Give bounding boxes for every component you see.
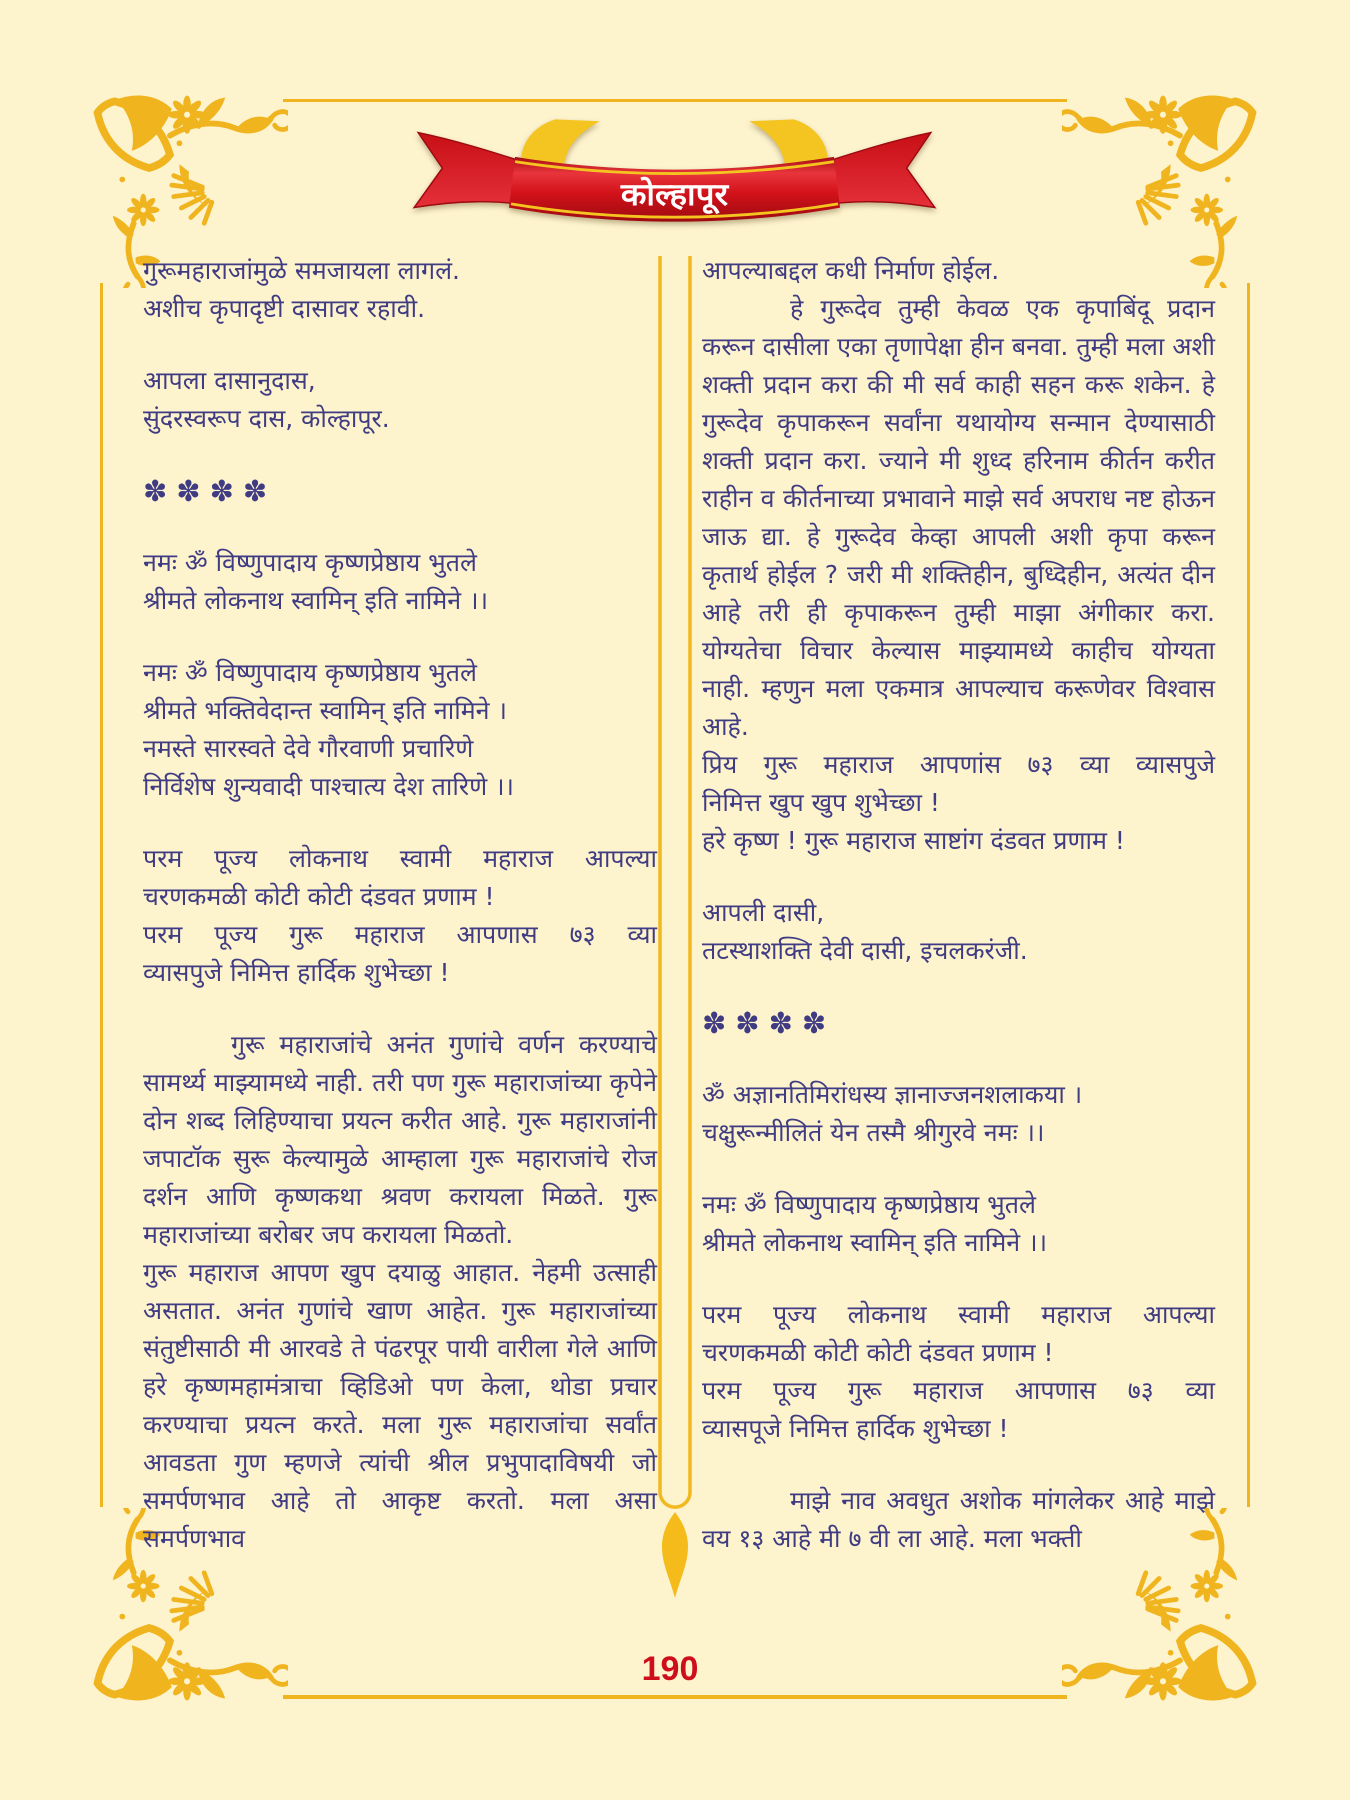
paragraph <box>702 746 1215 860</box>
paragraph <box>702 1076 1215 1152</box>
right-column <box>702 252 1215 1592</box>
section-separator: ✽✽✽✽ <box>143 474 277 508</box>
paragraph: हे गुरूदेव तुम्ही केवळ एक कृपाबिंदू प्रदान करून दासीला एका तृणापेक्षा हीन बनवा. तुम्ही मला अशी शक्ती प्रदान करा की मी सर्व काही सहन करू शकेन. हे गुरूदेव कृपाकरून सर्वांना यथायोग्य सन्मान देण्यासाठी शक्ती प्रदान करा. ज्याने मी शुध्द हरिनाम कीर्तन करीत राहीन व कीर्तनाच्या प्रभावाने माझे सर्व अपराध नष्ट होऊन जाऊ द्या. हे गुरूदेव केव्हा आपली अशी कृपा करून कृतार्थ होईल ? जरी मी शक्तिहीन, बुध्दिहीन, अत्यंत दीन आहे तरी ही कृपाकरून तुम्ही माझा अंगीकार करा. योग्यतेचा विचार केल्यास माझ्यामध्ये काहीच योग्यता नाही. म्हणुन मला एकमात्र आपल्याच करूणेवर विश्वास आहे. <box>702 294 1215 741</box>
text-line: नमः ॐ विष्णुपादाय कृष्णप्रेष्ठाय भुतले <box>702 1190 1036 1219</box>
frame-border-right <box>1247 283 1250 1507</box>
text-line: व्यासपूजे निमित्त हार्दिक शुभेच्छा ! <box>702 1414 1009 1443</box>
frame-border-left <box>100 283 103 1507</box>
paragraph <box>143 654 657 806</box>
section-separator: ✽✽✽✽ <box>702 1006 836 1040</box>
text-line: चरणकमळी कोटी कोटी दंडवत प्रणाम ! <box>143 882 495 911</box>
paragraph <box>143 840 657 992</box>
divider-teardrop <box>662 1512 688 1598</box>
text-line: परम पूज्य लोकनाथ स्वामी महाराज आपल्या <box>702 1300 1215 1329</box>
paragraph <box>143 362 657 438</box>
frame-border-top <box>283 99 1067 102</box>
page-number: 190 <box>641 1650 699 1688</box>
paragraph: माझे नाव अवधुत अशोक मांगलेकर आहे माझे वय १३ आहे मी ७ वी ला आहे. मला भक्ती <box>702 1486 1215 1553</box>
text-line: चक्षुरून्मीलितं येन तस्मै श्रीगुरवे नमः ।। <box>702 1118 1045 1147</box>
title-ribbon <box>402 110 947 232</box>
text-line: परम पूज्य गुरू महाराज आपणास ७३ व्या <box>143 920 657 949</box>
text-line: आपला दासानुदास, <box>143 366 316 395</box>
text-line: चरणकमळी कोटी कोटी दंडवत प्रणाम ! <box>702 1338 1054 1367</box>
text-line: नमस्ते सारस्वते देवे गौरवाणी प्रचारिणे <box>143 734 474 763</box>
text-line: नमः ॐ विष्णुपादाय कृष्णप्रेष्ठाय भुतले <box>143 548 477 577</box>
text-line: आपल्याबद्दल कधी निर्माण होईल. <box>702 256 1000 285</box>
text-line: परम पूज्य गुरू महाराज आपणास ७३ व्या <box>702 1376 1215 1405</box>
text-line: गुरूमहाराजांमुळे समजायला लागलं. <box>143 256 460 285</box>
text-line: परम पूज्य लोकनाथ स्वामी महाराज आपल्या <box>143 844 657 873</box>
text-line: प्रिय गुरू महाराज आपणांस ७३ व्या व्यासपुजे <box>702 750 1215 779</box>
text-line: निमित्त खुप खुप शुभेच्छा ! <box>702 788 940 817</box>
paragraph <box>143 544 657 620</box>
text-line: अशीच कृपादृष्टी दासावर रहावी. <box>143 294 426 323</box>
text-line: श्रीमते लोकनाथ स्वामिन् इति नामिने ।। <box>143 586 489 615</box>
left-column <box>143 252 657 1592</box>
text-line: श्रीमते भक्तिवेदान्त स्वामिन् इति नामिने । <box>143 696 507 725</box>
paragraph <box>702 1186 1215 1262</box>
text-line: आपली दासी, <box>702 898 825 927</box>
column-divider <box>653 256 697 1604</box>
paragraph <box>702 252 1215 290</box>
frame-border-bottom <box>283 1695 1067 1699</box>
text-line: तटस्थाशक्ति देवी दासी, इचलकरंजी. <box>702 936 1028 965</box>
paragraph <box>702 894 1215 970</box>
text-line: नमः ॐ विष्णुपादाय कृष्णप्रेष्ठाय भुतले <box>143 658 477 687</box>
text-line: व्यासपुजे निमित्त हार्दिक शुभेच्छा ! <box>143 958 450 987</box>
paragraph: गुरू महाराज आपण खुप दयाळु आहात. नेहमी उत्साही असतात. अनंत गुणांचे खाण आहेत. गुरू महाराजांच्या संतुष्टीसाठी मी आरवडे ते पंढरपूर पायी वारीला गेले आणि हरे कृष्णमहामंत्राचा व्हिडिओ पण केला, थोडा प्रचार करण्याचा प्रयत्न करते. मला गुरू महाराजांचा सर्वांत आवडता गुण म्हणजे त्यांची श्रील प्रभुपादाविषयी जो समर्पणभाव आहे तो आकृष्ट करतो. मला असा समर्पणभाव <box>143 1258 657 1553</box>
paragraph <box>143 252 657 328</box>
text-line: ॐ अज्ञानतिमिरांधस्य ज्ञानाज्जनशलाकया । <box>702 1080 1083 1109</box>
text-line: सुंदरस्वरूप दास, कोल्हापूर. <box>143 404 390 433</box>
text-line: हरे कृष्ण ! गुरू महाराज साष्टांग दंडवत प्रणाम ! <box>702 826 1125 855</box>
text-line: निर्विशेष शुन्यवादी पाश्चात्य देश तारिणे ।। <box>143 772 515 801</box>
paragraph: गुरू महाराजांचे अनंत गुणांचे वर्णन करण्याचे सामर्थ्य माझ्यामध्ये नाही. तरी पण गुरू महाराजांच्या कृपेने दोन शब्द लिहिण्याचा प्रयत्न करीत आहे. गुरू महाराजांनी जपाटॉक सुरू केल्यामुळे आम्हाला गुरू महाराजांचे रोज दर्शन आणि कृष्णकथा श्रवण करायला मिळते. गुरू महाराजांच्या बरोबर जप करायला मिळतो. <box>143 1030 657 1249</box>
banner-title: कोल्हापूर <box>620 175 729 213</box>
text-line: श्रीमते लोकनाथ स्वामिन् इति नामिने ।। <box>702 1228 1048 1257</box>
paragraph <box>702 1296 1215 1448</box>
